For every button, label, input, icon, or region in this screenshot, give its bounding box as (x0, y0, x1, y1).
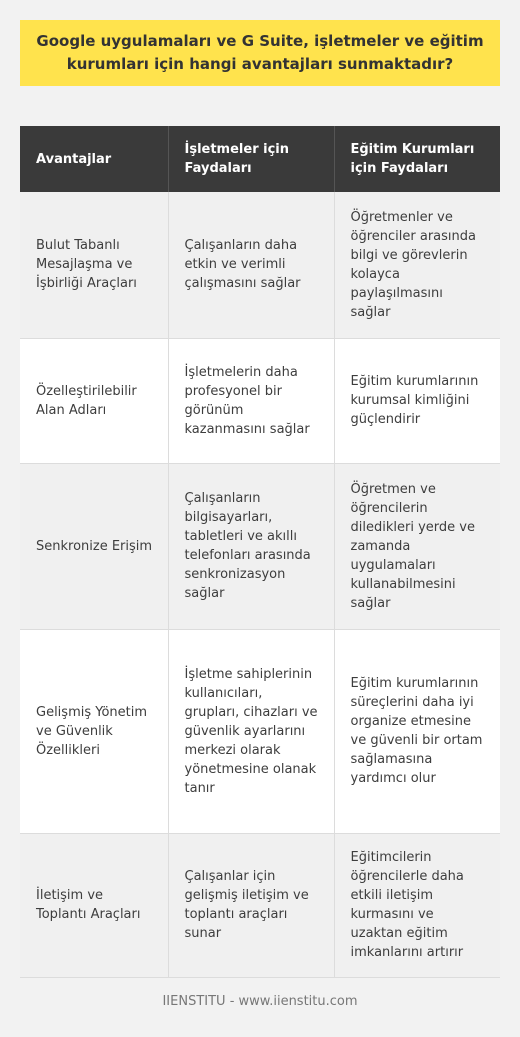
table-cell: Öğretmenler ve öğrenciler arasında bilgi ve görevlerin kolayca paylaşılmasını sağlar (334, 192, 500, 338)
table-cell: Öğretmen ve öğrencilerin diledikleri yerde ve zamanda uygulamaları kullanabilmesini sağlar (334, 463, 500, 629)
table-row (20, 192, 500, 338)
table-cell: İletişim ve Toplantı Araçları (20, 833, 168, 977)
table-cell: Çalışanlar için gelişmiş iletişim ve toplantı araçları sunar (168, 833, 334, 977)
table-cell: Eğitimcilerin öğrencilerle daha etkili iletişim kurmasını ve uzaktan eğitim imkanlarını artırır (334, 833, 500, 977)
table-cell: Özelleştirilebilir Alan Adları (20, 338, 168, 463)
column-header-advantages: Avantajlar (20, 126, 168, 192)
title-banner (20, 20, 500, 86)
page-title: Google uygulamaları ve G Suite, işletmeler ve eğitim kurumları için hangi avantajları sunmaktadır? (36, 32, 484, 73)
table-cell: Eğitim kurumlarının süreçlerini daha iyi organize etmesine ve güvenli bir ortam sağlamasına yardımcı olur (334, 629, 500, 833)
table-cell: Senkronize Erişim (20, 463, 168, 629)
table-cell: Çalışanların daha etkin ve verimli çalışmasını sağlar (168, 192, 334, 338)
column-header-business-benefits: İşletmeler için Faydaları (168, 126, 334, 192)
table-cell: İşletmelerin daha profesyonel bir görünüm kazanmasını sağlar (168, 338, 334, 463)
table-cell: Gelişmiş Yönetim ve Güvenlik Özellikleri (20, 629, 168, 833)
table-row (20, 338, 500, 463)
table-row (20, 833, 500, 977)
table-row (20, 629, 500, 833)
column-header-education-benefits: Eğitim Kurumları için Faydaları (334, 126, 500, 192)
table-cell: Eğitim kurumlarının kurumsal kimliğini güçlendirir (334, 338, 500, 463)
table-row (20, 463, 500, 629)
benefits-table (20, 126, 500, 978)
table-header-row (20, 126, 500, 192)
table-cell: İşletme sahiplerinin kullanıcıları, grupları, cihazları ve güvenlik ayarlarını merkezi olarak yönetmesine olanak tanır (168, 629, 334, 833)
table-cell: Çalışanların bilgisayarları, tabletleri ve akıllı telefonları arasında senkronizasyon sağlar (168, 463, 334, 629)
footer-credit: IIENSTITU - www.iienstitu.com (162, 994, 358, 1009)
table-cell: Bulut Tabanlı Mesajlaşma ve İşbirliği Araçları (20, 192, 168, 338)
